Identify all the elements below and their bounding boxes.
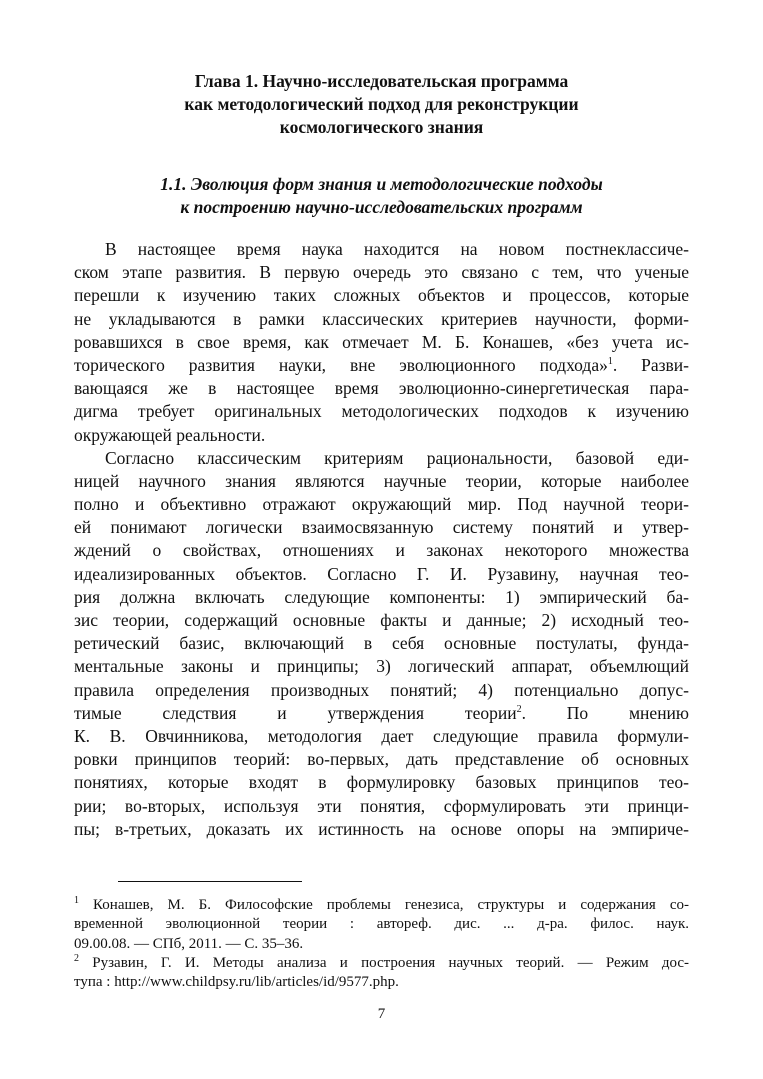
chapter-title-line: как методологический подход для реконструкции (184, 94, 579, 114)
footnote-line: тупа : http://www.childpsy.ru/lib/articles/id/9577.php. (74, 974, 399, 991)
text-line: дигма требует оригинальных методологических подходов к изучению (74, 401, 689, 422)
section-title-line: к построению научно-исследовательских программ (180, 197, 583, 217)
text-segment: . Разви- (612, 354, 689, 375)
text-line: зис теории, содержащий основные факты и данные; 2) исходный тео- (74, 610, 689, 630)
text-line: ровавшихся в свое время, как отмечает М. Б. Конашев, «без учета ис- (74, 331, 689, 352)
text-line: правила определения производных понятий; 4) потенциально допус- (74, 679, 689, 700)
text-line: ей понимают логически взаимосвязанную систему понятий и утвер- (74, 517, 689, 538)
footnotes (74, 896, 689, 992)
section-title (90, 173, 673, 219)
text-line: вающаяся же в настоящее время эволюционно-синергетическая пара- (74, 378, 689, 399)
text-line: ментальные законы и принципы; 3) логический аппарат, объемлющий (74, 656, 689, 677)
footnote-ref[interactable]: 2 (516, 703, 522, 715)
footnote-line: 09.00.08. — СПб, 2011. — С. 35–36. (74, 935, 304, 952)
text-line: рия должна включать следующие компоненты: 1) эмпирический ба- (74, 586, 689, 607)
text-segment: торического развития науки, вне эволюционного подхода» (74, 354, 608, 375)
text-line: В настоящее время наука находится на новом постнеклассиче- (105, 239, 689, 259)
chapter-title-line: Глава 1. Научно-исследовательская программа (194, 71, 569, 91)
footnote-marker: 1 (74, 895, 79, 906)
footnote-divider (118, 881, 302, 882)
text-line (74, 354, 689, 377)
section-title-line: 1.1. Эволюция форм знания и методологические подходы (160, 174, 603, 194)
footnote-marker: 2 (74, 952, 79, 964)
footnote-line: временной эволюционной теории : автореф. дис. ... д-ра. филос. наук. (74, 916, 689, 933)
text-line: окружающей реальности. (74, 424, 266, 445)
footnote-line (74, 954, 689, 973)
text-line: перешли к изучению таких сложных объектов и процессов, которые (74, 285, 689, 306)
body-text (74, 238, 689, 841)
text-line: Согласно классическим критериям рациональности, базовой еди- (105, 447, 689, 468)
text-segment: тимые следствия и утверждения теории (74, 702, 517, 723)
text-line: идеализированных объектов. Согласно Г. И. Рузавину, научная тео- (74, 563, 689, 584)
text-line: К. В. Овчинникова, методология дает следующие правила формули- (74, 725, 689, 746)
footnote-line (74, 896, 689, 915)
text-line: ретический базис, включающий в себя основные постулаты, фунда- (74, 633, 689, 654)
footnote-text: Рузавин, Г. И. Методы анализа и построения научных теорий. — Режим дос- (92, 954, 689, 971)
text-line: полно и объективно отражают окружающий мир. Под научной теори- (74, 494, 689, 515)
footnote-ref[interactable]: 1 (607, 356, 613, 368)
text-line: ждений о свойствах, отношениях и законах некоторого множества (74, 540, 689, 561)
chapter-title (90, 70, 673, 139)
text-line: не укладываются в рамки классических критериев научности, форми- (74, 308, 689, 329)
text-line: понятиях, которые входят в формулировку базовых принципов тео- (74, 772, 689, 793)
text-line: рии; во-вторых, используя эти понятия, сформулировать эти принци- (74, 795, 689, 816)
chapter-title-line: космологического знания (279, 117, 484, 137)
text-line: ском этапе развития. В первую очередь это связано с тем, что ученые (74, 262, 689, 283)
text-segment: . По мнению (521, 702, 689, 723)
text-line (74, 702, 689, 725)
footnote-text: Конашев, М. Б. Философские проблемы генезиса, структуры и содержания со- (93, 897, 689, 913)
text-line: пы; в-третьих, доказать их истинность на основе опоры на эмпириче- (74, 818, 689, 839)
page-number: 7 (377, 1006, 386, 1022)
text-line: ровки принципов теорий: во-первых, дать представление об основных (74, 749, 689, 770)
text-line: ницей научного знания являются научные теории, которые наиболее (74, 470, 689, 491)
